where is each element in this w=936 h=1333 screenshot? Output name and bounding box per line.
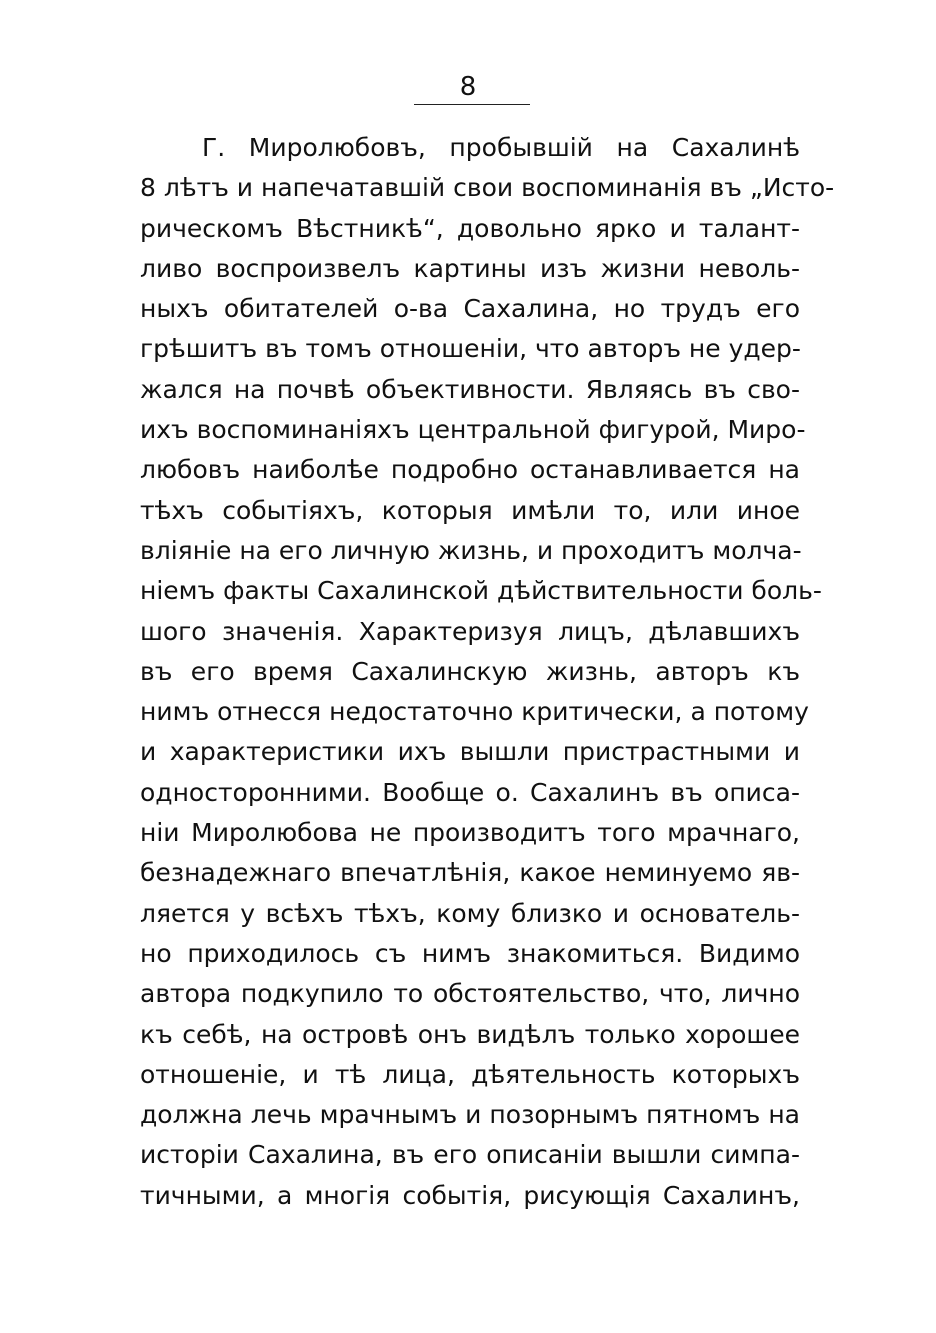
text-line: тѣхъ событіяхъ, которыя имѣли то, или иное [140,495,800,525]
text-line: ихъ воспоминаніяхъ центральной фигурой, Миро- [140,415,806,445]
text-line: ныхъ обитателей о-ва Сахалина, но трудъ его [140,294,800,324]
text-line: автора подкупило то обстоятельство, что, лично [140,979,800,1009]
text-line: вліяніе на его личную жизнь, и проходитъ молча- [140,535,802,565]
text-line: жался на почвѣ объективности. Являясь въ сво- [140,374,800,404]
text-line: Г. Миролюбовъ, пробывшій на Сахалинѣ [202,133,800,162]
text-line: 8 лѣтъ и напечатавшій свои воспоминанія въ „Исто- [140,173,835,203]
body-text [140,128,835,1216]
text-line: ніи Миролюбова не производитъ того мрачнаго, [140,818,800,848]
text-line: и характеристики ихъ вышли пристрастными и [140,737,800,767]
text-line: ніемъ факты Сахалинской дѣйствительности боль- [140,576,822,606]
text-line: рическомъ Вѣстникѣ“, довольно ярко и талант- [140,213,800,243]
text-line: но приходилось съ нимъ знакомиться. Видимо [140,938,800,968]
text-line: грѣшитъ въ томъ отношеніи, что авторъ не удер- [140,334,801,364]
page-number: 8 [459,72,477,102]
text-line: ливо воспроизвелъ картины изъ жизни неволь- [140,253,800,283]
text-line: ляется у всѣхъ тѣхъ, кому близко и основатель- [140,898,800,928]
text-line: должна лечь мрачнымъ и позорнымъ пятномъ на [140,1100,800,1130]
text-line: безнадежнаго впечатлѣнія, какое неминуемо яв- [140,858,800,888]
text-line: въ его время Сахалинскую жизнь, авторъ къ [140,656,800,686]
text-line: къ себѣ, на островѣ онъ видѣлъ только хорошее [140,1019,800,1049]
text-line: отношеніе, и тѣ лица, дѣятельность которыхъ [140,1059,800,1089]
text-line: односторонними. Вообще о. Сахалинъ въ описа- [140,777,800,807]
text-line: исторіи Сахалина, въ его описаніи вышли симпа- [140,1140,800,1170]
text-line: тичными, а многія событія, рисующія Сахалинъ, [140,1180,800,1210]
text-line: любовъ наиболѣе подробно останавливается на [140,455,800,485]
text-line: шого значенія. Характеризуя лицъ, дѣлавшихъ [140,616,800,646]
text-line: нимъ отнесся недостаточно критически, а потому [140,697,809,727]
page-number-rule [414,104,530,105]
